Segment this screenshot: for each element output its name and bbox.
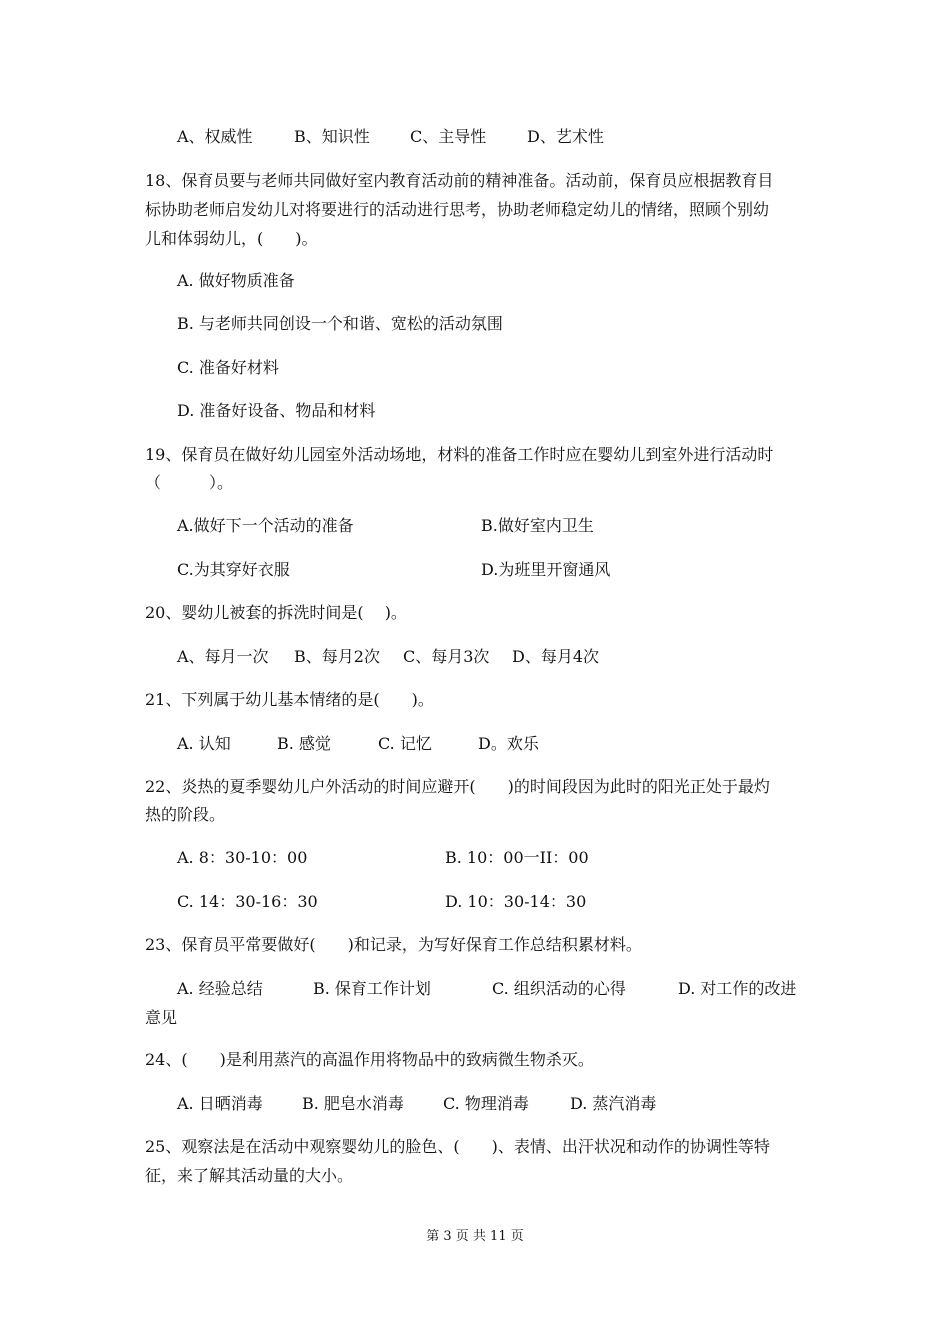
q24-option-c: C. 物理消毒 — [443, 1094, 529, 1113]
q21-option-a: A. 认知 — [177, 734, 231, 753]
q22-options-row-2 — [0, 892, 950, 912]
q19-options-row-2 — [0, 560, 950, 580]
q20-stem: 20、婴幼儿被套的拆洗时间是( )。 — [145, 603, 407, 622]
q20-options — [0, 647, 950, 667]
q17-option-b: B、知识性 — [294, 127, 370, 146]
q23-option-b: B. 保育工作计划 — [313, 979, 431, 998]
q23-option-c: C. 组织活动的心得 — [492, 979, 626, 998]
q22-stem-line-2: 热的阶段。 — [145, 805, 226, 824]
q20-option-a: A、每月一次 — [177, 647, 269, 666]
q19-option-d: D.为班里开窗通风 — [481, 560, 611, 579]
q18-option-d: D. 准备好设备、物品和材料 — [177, 401, 376, 420]
q22-option-b: B. 10：00一II：00 — [445, 848, 589, 867]
q22-option-c: C. 14：30-16：30 — [177, 892, 318, 911]
q20-option-c: C、每月3次 — [403, 647, 490, 666]
q19-stem-line-1: 19、保育员在做好幼儿园室外活动场地，材料的准备工作时应在婴幼儿到室外进行活动时 — [145, 445, 774, 464]
q23-stem: 23、保育员平常要做好( )和记录，为写好保育工作总结积累材料。 — [145, 935, 642, 954]
q19-option-b: B.做好室内卫生 — [481, 516, 594, 535]
q25-stem-line-2: 征，来了解其活动量的大小。 — [145, 1166, 354, 1185]
q21-stem: 21、下列属于幼儿基本情绪的是( )。 — [145, 690, 434, 709]
q19-stem-line-2: （ ）。 — [145, 473, 234, 492]
q23-option-d: D. 对工作的改进 — [678, 979, 797, 998]
q17-option-d: D、艺术性 — [527, 127, 604, 146]
q17-options — [0, 127, 950, 147]
q24-option-d: D. 蒸汽消毒 — [570, 1094, 657, 1113]
q20-option-d: D、每月4次 — [512, 647, 600, 666]
q23-option-a: A. 经验总结 — [177, 979, 263, 998]
q19-options-row-1 — [0, 516, 950, 536]
page-footer: 第 3 页 共 11 页 — [426, 1229, 524, 1244]
q23-options — [0, 979, 950, 999]
q24-option-a: A. 日晒消毒 — [177, 1094, 263, 1113]
q21-option-c: C. 记忆 — [378, 734, 432, 753]
q21-option-b: B. 感觉 — [277, 734, 331, 753]
q22-stem-line-1: 22、炎热的夏季婴幼儿户外活动的时间应避开( )的时间段因为此时的阳光正处于最灼 — [145, 777, 770, 796]
q22-options-row-1 — [0, 848, 950, 868]
q18-stem-line-3: 儿和体弱幼儿，( )。 — [145, 229, 318, 248]
q21-option-d: D。欢乐 — [478, 734, 539, 753]
q18-stem-line-2: 标协助老师启发幼儿对将要进行的活动进行思考，协助老师稳定幼儿的情绪，照顾个别幼 — [145, 200, 770, 219]
q17-option-a: A、权威性 — [177, 127, 253, 146]
q24-stem: 24、( )是利用蒸汽的高温作用将物品中的致病微生物杀灭。 — [145, 1050, 594, 1069]
q25-stem-line-1: 25、观察法是在活动中观察婴幼儿的脸色、( )、表情、出汗状况和动作的协调性等特 — [145, 1137, 770, 1156]
q24-option-b: B. 肥皂水消毒 — [302, 1094, 404, 1113]
q21-options — [0, 734, 950, 754]
q18-option-b: B. 与老师共同创设一个和谐、宽松的活动氛围 — [177, 314, 503, 333]
q19-option-c: C.为其穿好衣服 — [177, 560, 290, 579]
q19-option-a: A.做好下一个活动的准备 — [177, 516, 354, 535]
q23-option-d-wrap: 意见 — [145, 1008, 178, 1027]
q24-options — [0, 1094, 950, 1114]
q18-option-a: A. 做好物质准备 — [177, 271, 295, 290]
q22-option-a: A. 8：30-10：00 — [177, 848, 308, 867]
q20-option-b: B、每月2次 — [294, 647, 380, 666]
q17-option-c: C、主导性 — [410, 127, 487, 146]
q18-option-c: C. 准备好材料 — [177, 358, 279, 377]
q18-stem-line-1: 18、保育员要与老师共同做好室内教育活动前的精神准备。活动前，保育员应根据教育目 — [145, 171, 774, 190]
q22-option-d: D. 10：30-14：30 — [445, 892, 587, 911]
